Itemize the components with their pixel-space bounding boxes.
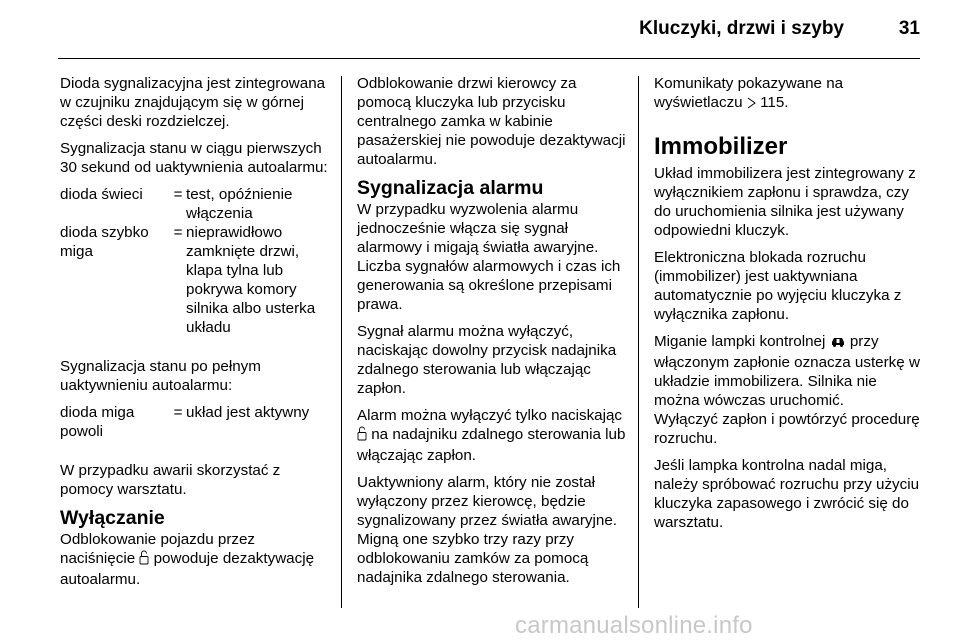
section-title: Kluczyki, drzwi i szyby (639, 18, 844, 39)
section-heading: Sygnalizacja alarmu (357, 177, 544, 199)
paragraph (357, 406, 632, 465)
column-2 (357, 74, 632, 595)
column-3 (654, 74, 926, 540)
paragraph: Sygnalizacja stanu po pełnym uaktywnieniu autoalarmu: (60, 358, 261, 394)
immobilizer-car-icon (830, 334, 846, 353)
table-desc: nieprawidłowo zamknięte drzwi, klapa tylna lub pokrywa komory silnika albo usterka układu (186, 224, 316, 336)
section-heading: Immobilizer (654, 133, 788, 160)
text-span: 115. (760, 94, 789, 111)
paragraph (60, 530, 330, 589)
paragraph: W przypadku wyzwolenia alarmu jednocześnie włącza się sygnał alarmowy i migają światła awaryjne. Liczba sygnałów alarmowych i czas ich generowania są określone przepisami prawa. (357, 201, 621, 313)
text-span: przy włączonym zapłonie oznacza usterkę w układzie immobilizera. Silnika nie można wówczas uruchomić. (654, 333, 920, 409)
table-separator: = (173, 404, 183, 421)
paragraph: W przypadku awarii skorzystać z pomocy warsztatu. (60, 462, 281, 498)
text-span: Miganie lampki kontrolnej (654, 333, 826, 350)
table-term: dioda szybko miga (60, 224, 149, 260)
paragraph: Sygnalizacja stanu w ciągu pierwszych 30 sekund od uaktywnienia autoalarmu: (60, 140, 328, 176)
table-separator: = (173, 186, 183, 203)
paragraph: Sygnał alarmu można wyłączyć, naciskając dowolny przycisk nadajnika zdalnego sterowania lub włączając zapłon. (357, 323, 617, 397)
column-1 (60, 74, 330, 597)
header-rule (58, 58, 920, 59)
column-divider (341, 76, 342, 608)
text-span: Odblokowanie pojazdu przez naciśnięcie (60, 531, 256, 567)
unlock-icon (357, 426, 367, 446)
section-heading: Wyłączanie (60, 507, 165, 529)
paragraph: Jeśli lampka kontrolna nadal miga, należy spróbować rozruchu przy użyciu kluczyka zapasowego i zwrócić się do warsztatu. (654, 457, 920, 531)
text-span: na nadajniku zdalnego sterowania lub włączając zapłon. (357, 426, 626, 464)
status-table (60, 403, 330, 441)
table-desc: test, opóźnienie włączenia (186, 186, 293, 222)
status-table (60, 185, 330, 337)
page-reference-arrow-icon (747, 95, 756, 114)
page-number: 31 (898, 18, 920, 39)
text-span: powoduje dezaktywację autoalarmu. (60, 550, 315, 588)
text-span: Alarm można wyłączyć tylko naciskając (357, 407, 623, 424)
unlock-icon (139, 550, 149, 570)
watermark: carmanualsonline.info (515, 612, 753, 639)
table-desc: układ jest aktywny (186, 404, 310, 421)
paragraph: Uaktywniony alarm, który nie został wyłączony przez kierowcę, będzie sygnalizowany przez światła awaryjne. Migną one szybko trzy razy przy odblokowaniu zamków za pomocą nadajnika zdalnego sterowania. (357, 474, 617, 586)
table-term: dioda świeci (60, 186, 143, 203)
paragraph: Elektroniczna blokada rozruchu (immobilizer) jest uaktywniana automatycznie po wyjęciu kluczyka z wyłącznika zapłonu. (654, 249, 902, 323)
column-divider (638, 76, 639, 608)
paragraph: Dioda sygnalizacyjna jest zintegrowana w czujniku znajdującym się w górnej części deski rozdzielczej. (60, 75, 326, 130)
paragraph: Wyłączyć zapłon i powtórzyć procedurę rozruchu. (654, 411, 920, 447)
paragraph (654, 74, 926, 114)
text-span: Komunikaty pokazywane na wyświetlaczu (654, 75, 844, 111)
table-separator: = (173, 224, 183, 241)
paragraph: Odblokowanie drzwi kierowcy za pomocą kluczyka lub przycisku centralnego zamka w kabinie pasażerskiej nie powoduje dezaktywacji autoalarmu. (357, 75, 626, 168)
paragraph (654, 332, 926, 410)
table-term: dioda miga powoli (60, 404, 135, 440)
paragraph: Układ immobilizera jest zintegrowany z wyłącznikiem zapłonu i sprawdza, czy do uruchomienia silnika jest używany odpowiedni kluczyk. (654, 165, 916, 239)
